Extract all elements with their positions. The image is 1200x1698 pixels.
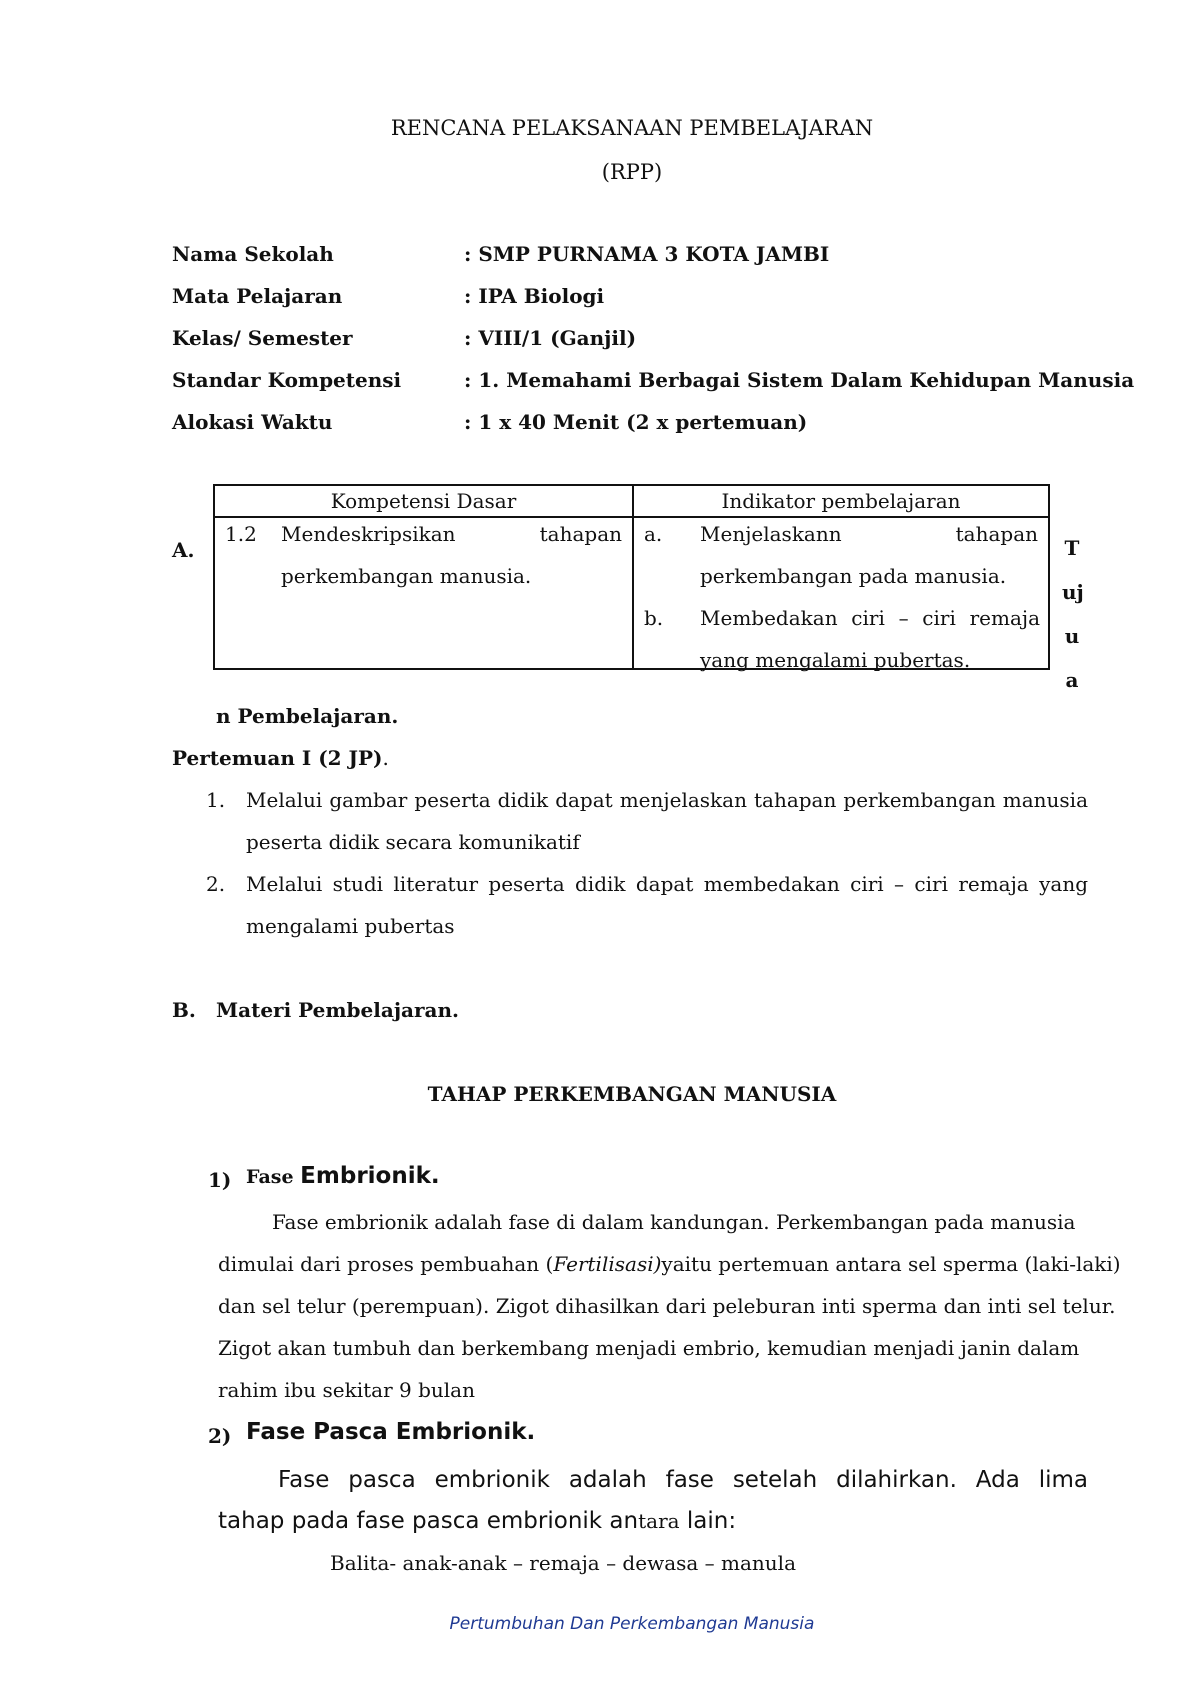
table-header-indicator: Indikator pembelajaran (633, 485, 1049, 517)
phase2-number: 2) (208, 1424, 232, 1448)
meeting-title (172, 746, 389, 770)
section-a-heading-rest: n Pembelajaran. (216, 704, 399, 728)
phase1-italic-term: Fertilisasi) (553, 1252, 662, 1276)
kd-text-line: perkembangan manusia. (281, 564, 532, 588)
meta-label: Kelas/ Semester (172, 326, 353, 350)
phase2-paragraph-line (218, 1508, 736, 1534)
document-subtitle: (RPP) (601, 160, 663, 184)
indicator-text-line: yang mengalami pubertas. (700, 648, 971, 672)
meta-value: : 1. Memahami Berbagai Sistem Dalam Kehidupan Manusia (464, 368, 1135, 392)
phase1-text-segment: dimulai dari proses pembuahan ( (218, 1252, 554, 1276)
indicator-text-word: Menjelaskann (700, 522, 842, 546)
side-letter: a (1065, 668, 1079, 692)
side-letter: u (1064, 624, 1080, 648)
section-a-letter: A. (172, 538, 195, 562)
phase1-text-segment: yaitu pertemuan antara sel sperma (laki-laki) (661, 1252, 1121, 1276)
indicator-text-line: Membedakan ciri – ciri remaja (700, 606, 1040, 630)
meeting-title-suffix: . (382, 746, 389, 770)
objective-number: 2. (206, 872, 226, 896)
phase1-paragraph-line: rahim ibu sekitar 9 bulan (218, 1378, 475, 1402)
kd-number: 1.2 (225, 522, 257, 546)
meta-label: Mata Pelajaran (172, 284, 343, 308)
side-letter: T (1064, 536, 1080, 560)
meta-value: : 1 x 40 Menit (2 x pertemuan) (464, 410, 808, 434)
phase1-paragraph-line (218, 1252, 1121, 1276)
indicator-mark: b. (644, 606, 664, 630)
meta-label: Nama Sekolah (172, 242, 334, 266)
objective-number: 1. (206, 788, 226, 812)
document-title: RENCANA PELAKSANAAN PEMBELAJARAN (390, 116, 874, 140)
section-b-letter: B. (172, 998, 196, 1022)
phase2-text-segment: tara (638, 1509, 680, 1533)
phase1-heading-small: Fase (246, 1166, 301, 1188)
phase1-paragraph-line: dan sel telur (perempuan). Zigot dihasilkan dari peleburan inti sperma dan inti sel telur. (218, 1294, 1116, 1318)
phase1-paragraph-line: Fase embrionik adalah fase di dalam kandungan. Perkembangan pada manusia (272, 1210, 1076, 1234)
side-letter: uj (1062, 580, 1084, 604)
meta-label: Standar Kompetensi (172, 368, 402, 392)
objective-text: Melalui studi literatur peserta didik dapat membedakan ciri – ciri remaja yang (246, 872, 1088, 896)
phase2-text-segment: tahap pada fase pasca embrionik an (218, 1508, 639, 1534)
kd-text-word: tahapan (539, 522, 622, 546)
meta-value: : IPA Biologi (464, 284, 605, 308)
page-footer: Pertumbuhan Dan Perkembangan Manusia (449, 1614, 815, 1634)
kd-text-word: Mendeskripsikan (281, 522, 456, 546)
indicator-cell (633, 517, 1049, 672)
meta-label: Alokasi Waktu (172, 410, 333, 434)
indicator-text-line: perkembangan pada manusia. (700, 564, 1007, 588)
phase2-paragraph-line: Fase pasca embrionik adalah fase setelah dilahirkan. Ada lima (278, 1467, 1088, 1493)
phase2-text-segment: lain: (679, 1508, 737, 1534)
phase1-number: 1) (208, 1168, 232, 1192)
competency-table (213, 484, 1050, 670)
development-stages: Balita- anak-anak – remaja – dewasa – manula (330, 1551, 796, 1575)
phase1-heading (246, 1163, 440, 1189)
meeting-title-text: Pertemuan I (2 JP) (172, 746, 383, 770)
kd-cell (214, 517, 633, 669)
objective-text: mengalami pubertas (246, 914, 455, 938)
objective-text: Melalui gambar peserta didik dapat menjelaskan tahapan perkembangan manusia (246, 788, 1088, 812)
meta-value: : VIII/1 (Ganjil) (464, 326, 637, 350)
meta-value: : SMP PURNAMA 3 KOTA JAMBI (464, 242, 830, 266)
phase2-heading: Fase Pasca Embrionik. (246, 1419, 536, 1445)
indicator-text-word: tahapan (955, 522, 1038, 546)
phase1-heading-big: Embrionik. (300, 1163, 440, 1189)
section-b-heading: Materi Pembelajaran. (216, 998, 460, 1022)
table-header-kd: Kompetensi Dasar (214, 485, 633, 517)
materi-title: TAHAP PERKEMBANGAN MANUSIA (427, 1082, 837, 1106)
indicator-mark: a. (644, 522, 663, 546)
objective-text: peserta didik secara komunikatif (246, 830, 580, 854)
phase1-paragraph-line: Zigot akan tumbuh dan berkembang menjadi embrio, kemudian menjadi janin dalam (218, 1336, 1080, 1360)
